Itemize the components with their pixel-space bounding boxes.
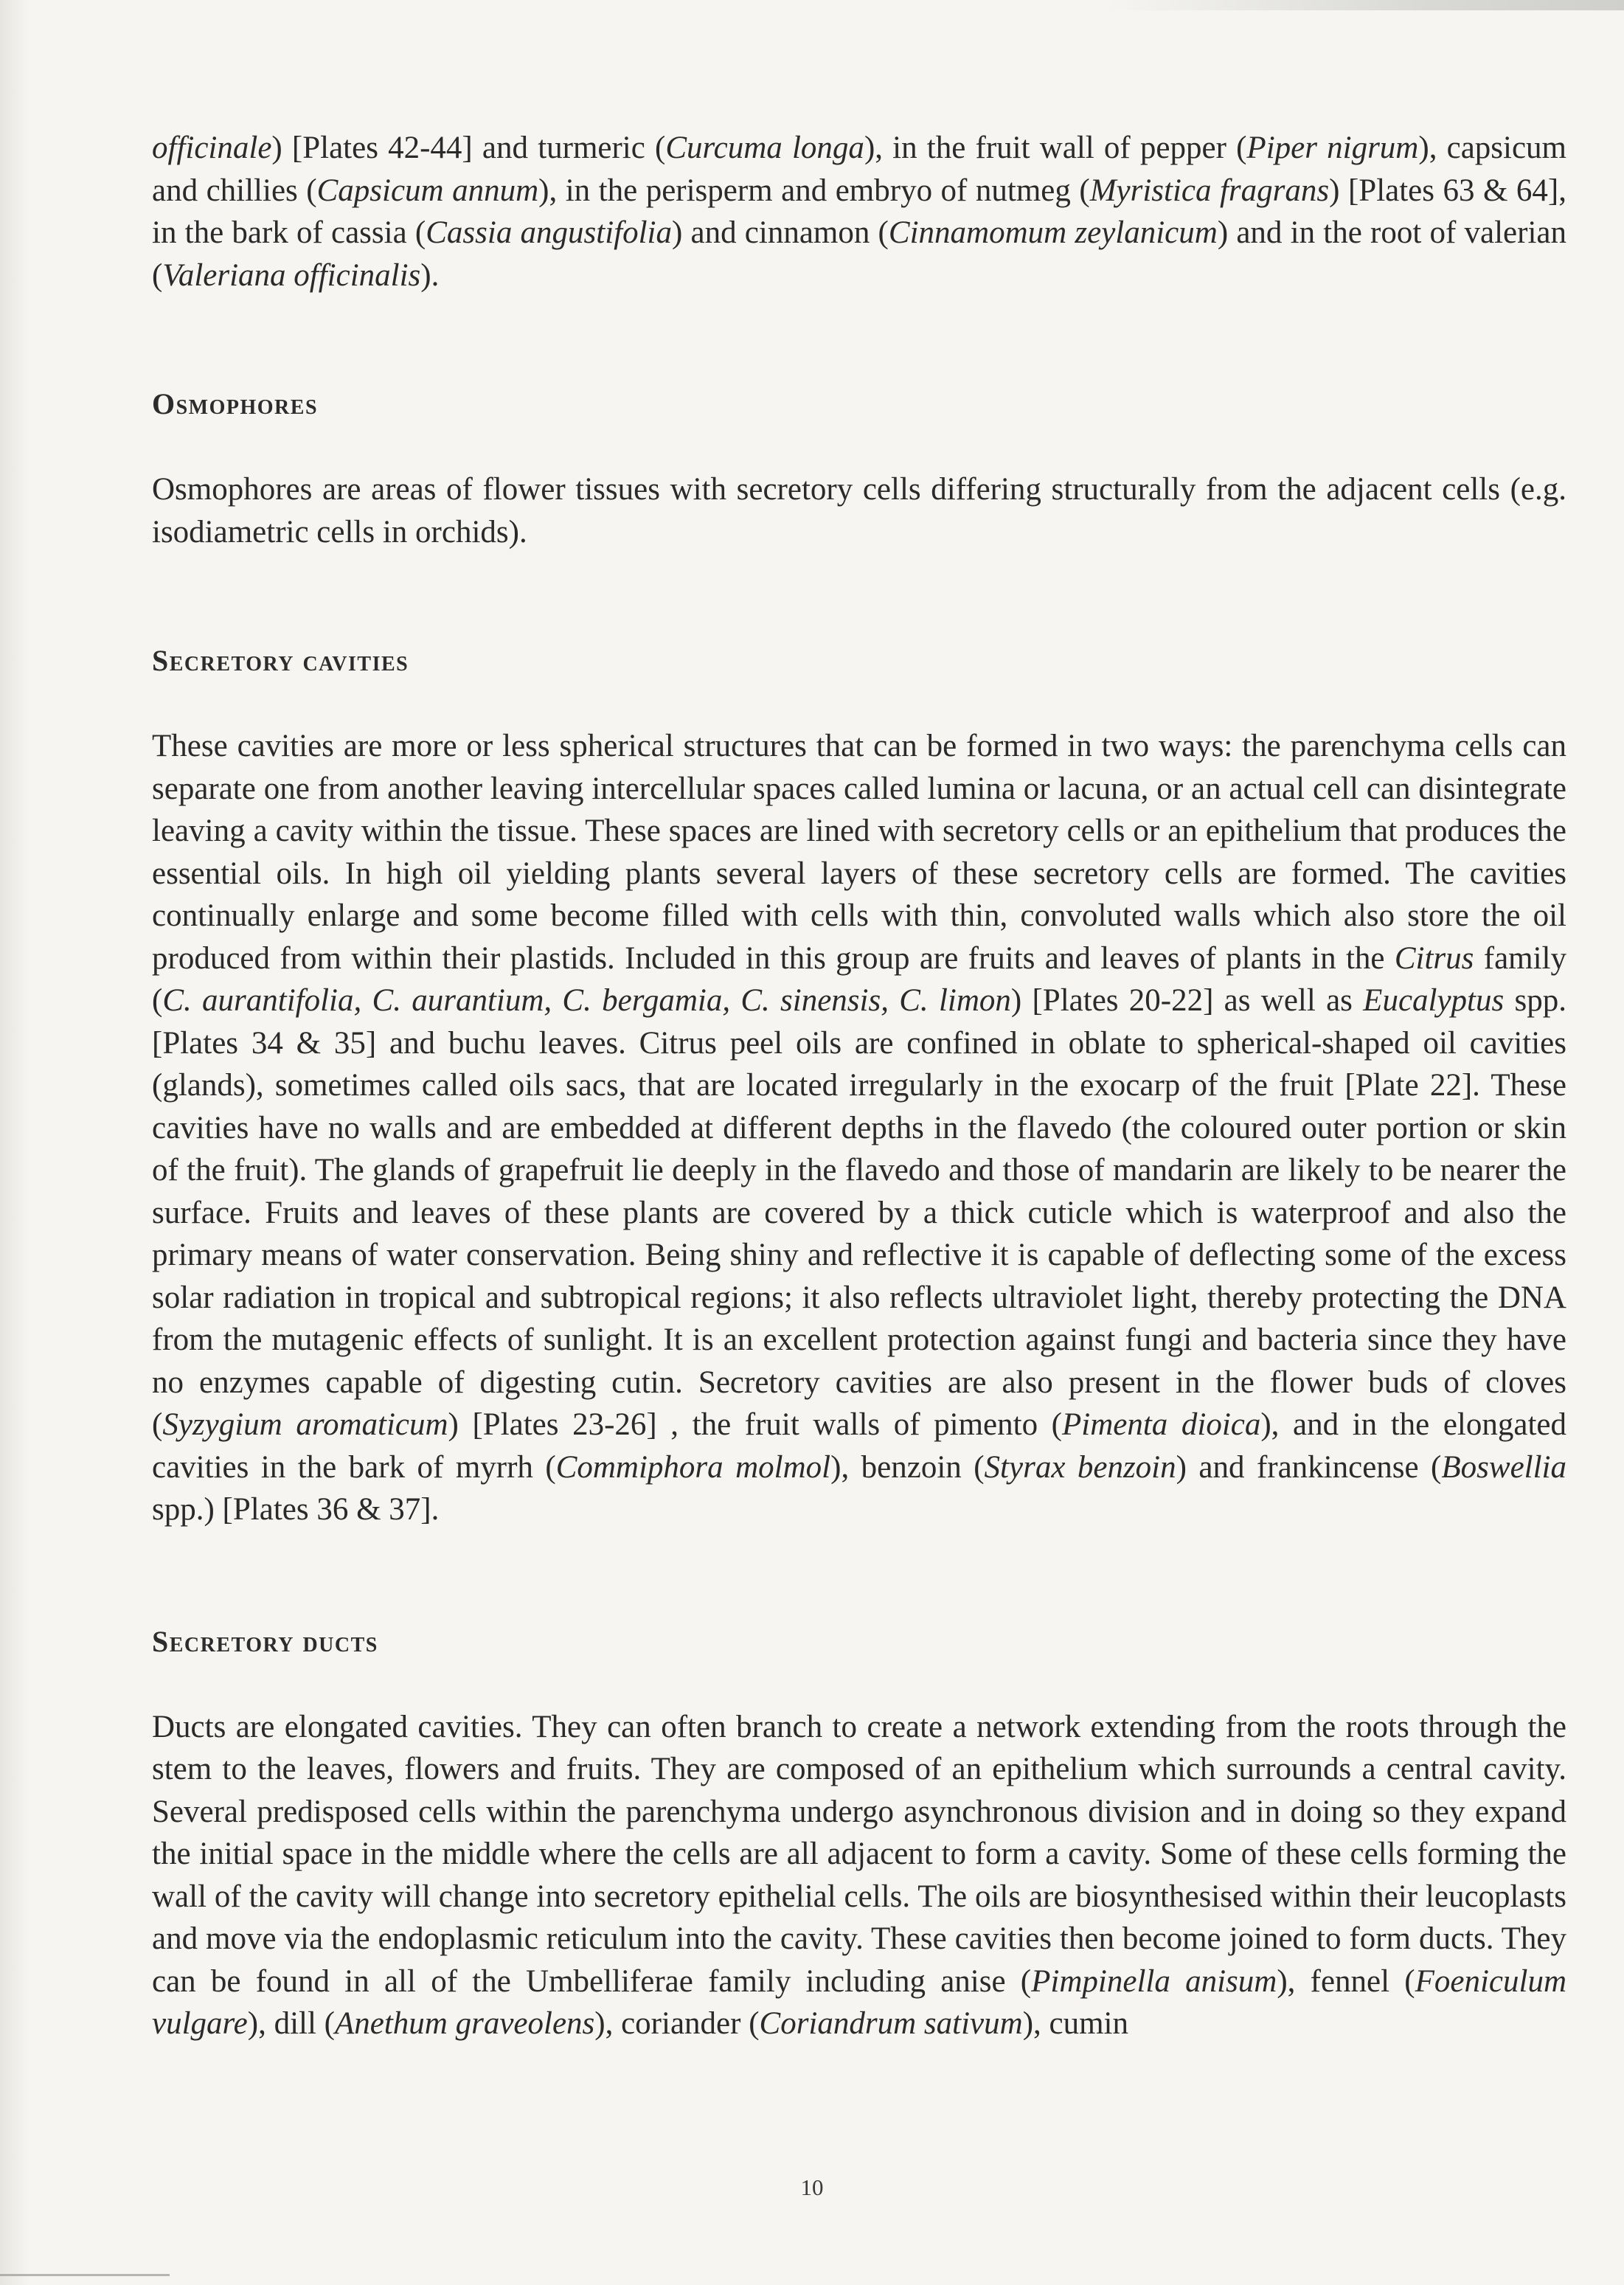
text-run: ), benzoin (	[830, 1449, 985, 1485]
italic-run: Coriandrum sativum	[759, 2006, 1023, 2041]
scan-left-edge	[0, 0, 30, 2285]
text-run: ), capsicum and chillies (	[152, 131, 1567, 208]
text-run: Ducts are elongated cavities. They can often branch to create a network extending from the roots through the stem to the leaves, flowers and fruits. They are composed of an epithelium which surrounds a central cavity. Several predisposed cells within the parenchyma undergo asynchronous division and in doing so they expand the initial space in the middle where the cells are all adjacent to form a cavity. Some of these cells forming the wall of the cavity will change into secretory epithelial cells. The oils are biosynthesised within their leucoplasts and move via the endoplasmic reticulum into the cavity. These cavities then become joined to form ducts. They can be found in all of the Umbelliferae family including anise (	[152, 1709, 1566, 1999]
text-run: ), in the perisperm and embryo of nutmeg (	[538, 173, 1090, 208]
text-run: ), dill (	[247, 2006, 335, 2041]
document-page	[152, 127, 1566, 2045]
italic-run: Commiphora molmol	[555, 1449, 831, 1485]
text-run: ) [Plates 42-44] and turmeric (	[271, 131, 666, 165]
text-run: ) and in the root of valerian (	[152, 215, 1566, 293]
italic-run: Styrax benzoin	[984, 1449, 1176, 1485]
text-run: ), coriander (	[594, 2006, 760, 2041]
italic-run: Capsicum annum	[316, 173, 539, 208]
text-run: ).	[420, 257, 440, 293]
page-number: 10	[800, 2174, 824, 2200]
text-run: Osmophores are areas of flower tissues with secretory cells differing structurally from the adjacent cells (e.g. isodiametric cells in orchids).	[152, 472, 1566, 549]
osmophores-paragraph	[152, 468, 1566, 553]
italic-run: Pimpinella anisum	[1031, 1963, 1277, 1999]
intro-paragraph	[152, 127, 1566, 297]
italic-run: Myristica fragrans	[1089, 173, 1330, 208]
secretory-cavities-paragraph	[152, 725, 1566, 1531]
text-run: ) [Plates 23-26] , the fruit walls of pimento (	[448, 1407, 1062, 1442]
italic-run: Cassia angustifolia	[426, 215, 672, 250]
text-run: These cavities are more or less spherical structures that can be formed in two ways: the parenchyma cells can separate one from another leaving intercellular spaces called lumina or lacuna, or an actual cell can disintegrate leaving a cavity within the tissue. These spaces are lined with secretory cells or an epithelium that produces the essential oils. In high oil yielding plants several layers of these secretory cells are formed. The cavities continually enlarge and some become filled with cells with thin, convoluted walls which also store the oil produced from within their plastids. Included in this group are fruits and leaves of plants in the	[152, 729, 1566, 976]
scan-top-edge	[1108, 0, 1624, 10]
italic-run: Eucalyptus	[1363, 983, 1505, 1018]
italic-run: Pimenta dioica	[1061, 1407, 1261, 1442]
italic-run: Curcuma longa	[665, 131, 864, 165]
text-run: spp.) [Plates 36 & 37].	[152, 1492, 440, 1527]
text-run: ) and cinnamon (	[671, 215, 889, 250]
text-run: ) [Plates 63 & 64], in the bark of cassia (	[152, 173, 1566, 250]
text-run: ), fennel (	[1277, 1963, 1415, 1999]
italic-run: Citrus	[1394, 940, 1474, 976]
section-heading-secretory-ducts: Secretory ducts	[152, 1624, 378, 1658]
text-run: ), cumin	[1022, 2006, 1128, 2041]
italic-run: Cinnamomum zeylanicum	[888, 215, 1218, 250]
section-heading-osmophores: Osmophores	[152, 387, 319, 420]
italic-run: C. aurantifolia, C. aurantium, C. bergamia, C. sinensis, C. limon	[162, 983, 1011, 1018]
italic-run: Boswellia	[1441, 1449, 1566, 1485]
italic-run: officinale	[152, 131, 272, 165]
secretory-ducts-paragraph	[152, 1706, 1566, 2045]
text-run: ), and in the elongated cavities in the bark of myrrh (	[152, 1407, 1566, 1485]
italic-run: Anethum graveolens	[335, 2006, 595, 2041]
text-run: family (	[152, 940, 1566, 1018]
text-run: ) [Plates 20-22] as well as	[1010, 983, 1364, 1018]
text-run: ), in the fruit wall of pepper (	[864, 131, 1247, 165]
italic-run: Syzygium aromaticum	[162, 1407, 448, 1442]
section-heading-secretory-cavities: Secretory cavities	[152, 644, 409, 677]
italic-run: Valeriana officinalis	[162, 257, 421, 293]
italic-run: Foeniculum vulgare	[152, 1963, 1567, 2041]
italic-run: Piper nigrum	[1246, 131, 1419, 165]
text-run: ) and frankincense (	[1176, 1449, 1442, 1485]
scan-bottom-edge	[0, 2274, 170, 2276]
text-run: spp. [Plates 34 & 35] and buchu leaves. Citrus peel oils are confined in oblate to spherical-shaped oil cavities (glands), sometimes called oils sacs, that are located irregularly in the exocarp of the fruit [Plate 22]. These cavities have no walls and are embedded at different depths in the flavedo (the coloured outer portion or skin of the fruit). The glands of grapefruit lie deeply in the flavedo and those of mandarin are likely to be nearer the surface. Fruits and leaves of these plants are covered by a thick cuticle which is waterproof and also the primary means of water conservation. Being shiny and reflective it is capable of deflecting some of the excess solar radiation in tropical and subtropical regions; it also reflects ultraviolet light, thereby protecting the DNA from the mutagenic effects of sunlight. It is an excellent protection against fungi and bacteria since they have no enzymes capable of digesting cutin. Secretory cavities are also present in the flower buds of cloves (	[152, 983, 1567, 1442]
